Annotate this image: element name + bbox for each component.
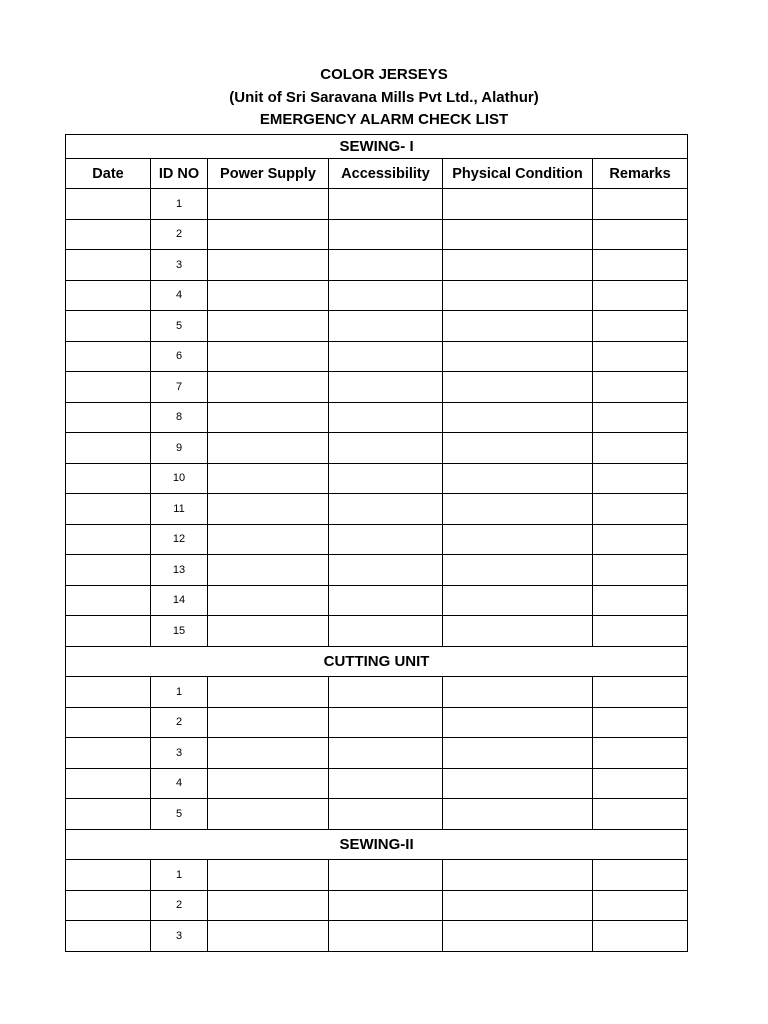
table-row xyxy=(66,372,688,403)
blank-cell[interactable] xyxy=(329,921,443,952)
id-cell: 2 xyxy=(151,890,208,921)
id-cell: 8 xyxy=(151,402,208,433)
id-cell: 3 xyxy=(151,921,208,952)
id-cell: 4 xyxy=(151,768,208,799)
blank-cell[interactable] xyxy=(593,402,688,433)
blank-cell[interactable] xyxy=(593,219,688,250)
blank-cell[interactable] xyxy=(66,555,151,586)
id-cell: 3 xyxy=(151,738,208,769)
blank-cell[interactable] xyxy=(329,768,443,799)
table-row xyxy=(66,616,688,647)
blank-cell[interactable] xyxy=(593,585,688,616)
column-header-row xyxy=(66,159,688,189)
blank-cell[interactable] xyxy=(593,524,688,555)
column-header: ID NO xyxy=(151,159,208,189)
table-row xyxy=(66,219,688,250)
id-cell: 6 xyxy=(151,341,208,372)
blank-cell[interactable] xyxy=(443,311,593,342)
blank-cell[interactable] xyxy=(329,738,443,769)
table-row xyxy=(66,280,688,311)
blank-cell[interactable] xyxy=(443,707,593,738)
section-title: SEWING-II xyxy=(66,829,688,860)
blank-cell[interactable] xyxy=(443,738,593,769)
blank-cell[interactable] xyxy=(208,738,329,769)
blank-cell[interactable] xyxy=(443,860,593,891)
section-row xyxy=(66,135,688,159)
blank-cell[interactable] xyxy=(66,524,151,555)
blank-cell[interactable] xyxy=(443,250,593,281)
blank-cell[interactable] xyxy=(593,799,688,830)
blank-cell[interactable] xyxy=(329,433,443,464)
blank-cell[interactable] xyxy=(443,524,593,555)
blank-cell[interactable] xyxy=(593,860,688,891)
column-header: Power Supply xyxy=(208,159,329,189)
blank-cell[interactable] xyxy=(66,372,151,403)
blank-cell[interactable] xyxy=(208,341,329,372)
blank-cell[interactable] xyxy=(66,738,151,769)
id-cell: 1 xyxy=(151,189,208,220)
section-title: SEWING- I xyxy=(66,135,688,159)
section-row xyxy=(66,646,688,677)
blank-cell[interactable] xyxy=(329,494,443,525)
blank-cell[interactable] xyxy=(593,768,688,799)
blank-cell[interactable] xyxy=(443,799,593,830)
id-cell: 9 xyxy=(151,433,208,464)
blank-cell[interactable] xyxy=(329,799,443,830)
table-row xyxy=(66,677,688,708)
section-row xyxy=(66,829,688,860)
blank-cell[interactable] xyxy=(66,890,151,921)
id-cell: 2 xyxy=(151,219,208,250)
blank-cell[interactable] xyxy=(443,372,593,403)
id-cell: 12 xyxy=(151,524,208,555)
blank-cell[interactable] xyxy=(443,890,593,921)
blank-cell[interactable] xyxy=(66,189,151,220)
blank-cell[interactable] xyxy=(329,219,443,250)
blank-cell[interactable] xyxy=(329,860,443,891)
section-title: CUTTING UNIT xyxy=(66,646,688,677)
table-row xyxy=(66,860,688,891)
id-cell: 1 xyxy=(151,677,208,708)
blank-cell[interactable] xyxy=(443,677,593,708)
blank-cell[interactable] xyxy=(208,311,329,342)
blank-cell[interactable] xyxy=(208,189,329,220)
blank-cell[interactable] xyxy=(443,555,593,586)
table-row xyxy=(66,524,688,555)
id-cell: 2 xyxy=(151,707,208,738)
blank-cell[interactable] xyxy=(66,280,151,311)
blank-cell[interactable] xyxy=(66,311,151,342)
blank-cell[interactable] xyxy=(593,311,688,342)
table-row xyxy=(66,768,688,799)
blank-cell[interactable] xyxy=(593,890,688,921)
blank-cell[interactable] xyxy=(329,555,443,586)
blank-cell[interactable] xyxy=(329,524,443,555)
blank-cell[interactable] xyxy=(66,250,151,281)
unit-line: (Unit of Sri Saravana Mills Pvt Ltd., Alathur) xyxy=(229,89,539,106)
blank-cell[interactable] xyxy=(66,921,151,952)
blank-cell[interactable] xyxy=(329,189,443,220)
blank-cell[interactable] xyxy=(593,707,688,738)
blank-cell[interactable] xyxy=(443,280,593,311)
id-cell: 11 xyxy=(151,494,208,525)
blank-cell[interactable] xyxy=(329,341,443,372)
blank-cell[interactable] xyxy=(329,372,443,403)
blank-cell[interactable] xyxy=(208,677,329,708)
table-row xyxy=(66,585,688,616)
id-cell: 10 xyxy=(151,463,208,494)
blank-cell[interactable] xyxy=(208,799,329,830)
table-row xyxy=(66,921,688,952)
blank-cell[interactable] xyxy=(593,463,688,494)
blank-cell[interactable] xyxy=(208,707,329,738)
id-cell: 4 xyxy=(151,280,208,311)
blank-cell[interactable] xyxy=(208,921,329,952)
id-cell: 15 xyxy=(151,616,208,647)
blank-cell[interactable] xyxy=(443,463,593,494)
table-row xyxy=(66,463,688,494)
blank-cell[interactable] xyxy=(208,433,329,464)
blank-cell[interactable] xyxy=(443,341,593,372)
blank-cell[interactable] xyxy=(593,433,688,464)
blank-cell[interactable] xyxy=(593,189,688,220)
blank-cell[interactable] xyxy=(208,768,329,799)
blank-cell[interactable] xyxy=(443,494,593,525)
blank-cell[interactable] xyxy=(66,707,151,738)
column-header: Date xyxy=(66,159,151,189)
blank-cell[interactable] xyxy=(443,616,593,647)
id-cell: 5 xyxy=(151,311,208,342)
blank-cell[interactable] xyxy=(593,372,688,403)
blank-cell[interactable] xyxy=(443,768,593,799)
blank-cell[interactable] xyxy=(593,616,688,647)
blank-cell[interactable] xyxy=(593,250,688,281)
blank-cell[interactable] xyxy=(443,433,593,464)
column-header: Accessibility xyxy=(329,159,443,189)
blank-cell[interactable] xyxy=(329,890,443,921)
blank-cell[interactable] xyxy=(208,463,329,494)
blank-cell[interactable] xyxy=(66,494,151,525)
blank-cell[interactable] xyxy=(443,402,593,433)
table-row xyxy=(66,341,688,372)
blank-cell[interactable] xyxy=(66,402,151,433)
table-row xyxy=(66,311,688,342)
id-cell: 14 xyxy=(151,585,208,616)
company-name: COLOR JERSEYS xyxy=(320,66,448,83)
table-row xyxy=(66,707,688,738)
blank-cell[interactable] xyxy=(66,768,151,799)
blank-cell[interactable] xyxy=(329,616,443,647)
blank-cell[interactable] xyxy=(208,524,329,555)
blank-cell[interactable] xyxy=(593,738,688,769)
table-row xyxy=(66,250,688,281)
blank-cell[interactable] xyxy=(66,585,151,616)
blank-cell[interactable] xyxy=(443,585,593,616)
blank-cell[interactable] xyxy=(443,189,593,220)
blank-cell[interactable] xyxy=(66,616,151,647)
id-cell: 7 xyxy=(151,372,208,403)
checklist-table xyxy=(65,134,688,952)
blank-cell[interactable] xyxy=(208,494,329,525)
blank-cell[interactable] xyxy=(329,463,443,494)
blank-cell[interactable] xyxy=(66,341,151,372)
table-row xyxy=(66,189,688,220)
blank-cell[interactable] xyxy=(443,219,593,250)
table-row xyxy=(66,433,688,464)
blank-cell[interactable] xyxy=(593,494,688,525)
blank-cell[interactable] xyxy=(66,219,151,250)
blank-cell[interactable] xyxy=(329,311,443,342)
blank-cell[interactable] xyxy=(208,219,329,250)
id-cell: 1 xyxy=(151,860,208,891)
blank-cell[interactable] xyxy=(66,860,151,891)
id-cell: 13 xyxy=(151,555,208,586)
blank-cell[interactable] xyxy=(593,921,688,952)
table-row xyxy=(66,890,688,921)
table-row xyxy=(66,738,688,769)
blank-cell[interactable] xyxy=(208,250,329,281)
blank-cell[interactable] xyxy=(208,890,329,921)
blank-cell[interactable] xyxy=(593,280,688,311)
blank-cell[interactable] xyxy=(208,616,329,647)
blank-cell[interactable] xyxy=(208,280,329,311)
checklist-title: EMERGENCY ALARM CHECK LIST xyxy=(259,111,509,128)
blank-cell[interactable] xyxy=(593,555,688,586)
blank-cell[interactable] xyxy=(329,677,443,708)
blank-cell[interactable] xyxy=(329,707,443,738)
table-row xyxy=(66,494,688,525)
blank-cell[interactable] xyxy=(208,860,329,891)
table-row xyxy=(66,799,688,830)
column-header: Physical Condition xyxy=(443,159,593,189)
table-row xyxy=(66,555,688,586)
id-cell: 5 xyxy=(151,799,208,830)
blank-cell[interactable] xyxy=(208,372,329,403)
blank-cell[interactable] xyxy=(329,250,443,281)
blank-cell[interactable] xyxy=(593,677,688,708)
blank-cell[interactable] xyxy=(329,280,443,311)
blank-cell[interactable] xyxy=(66,433,151,464)
blank-cell[interactable] xyxy=(329,585,443,616)
blank-cell[interactable] xyxy=(208,402,329,433)
blank-cell[interactable] xyxy=(66,463,151,494)
table-row xyxy=(66,402,688,433)
blank-cell[interactable] xyxy=(66,799,151,830)
blank-cell[interactable] xyxy=(208,585,329,616)
id-cell: 3 xyxy=(151,250,208,281)
blank-cell[interactable] xyxy=(66,677,151,708)
column-header: Remarks xyxy=(593,159,688,189)
blank-cell[interactable] xyxy=(329,402,443,433)
blank-cell[interactable] xyxy=(208,555,329,586)
blank-cell[interactable] xyxy=(443,921,593,952)
blank-cell[interactable] xyxy=(593,341,688,372)
